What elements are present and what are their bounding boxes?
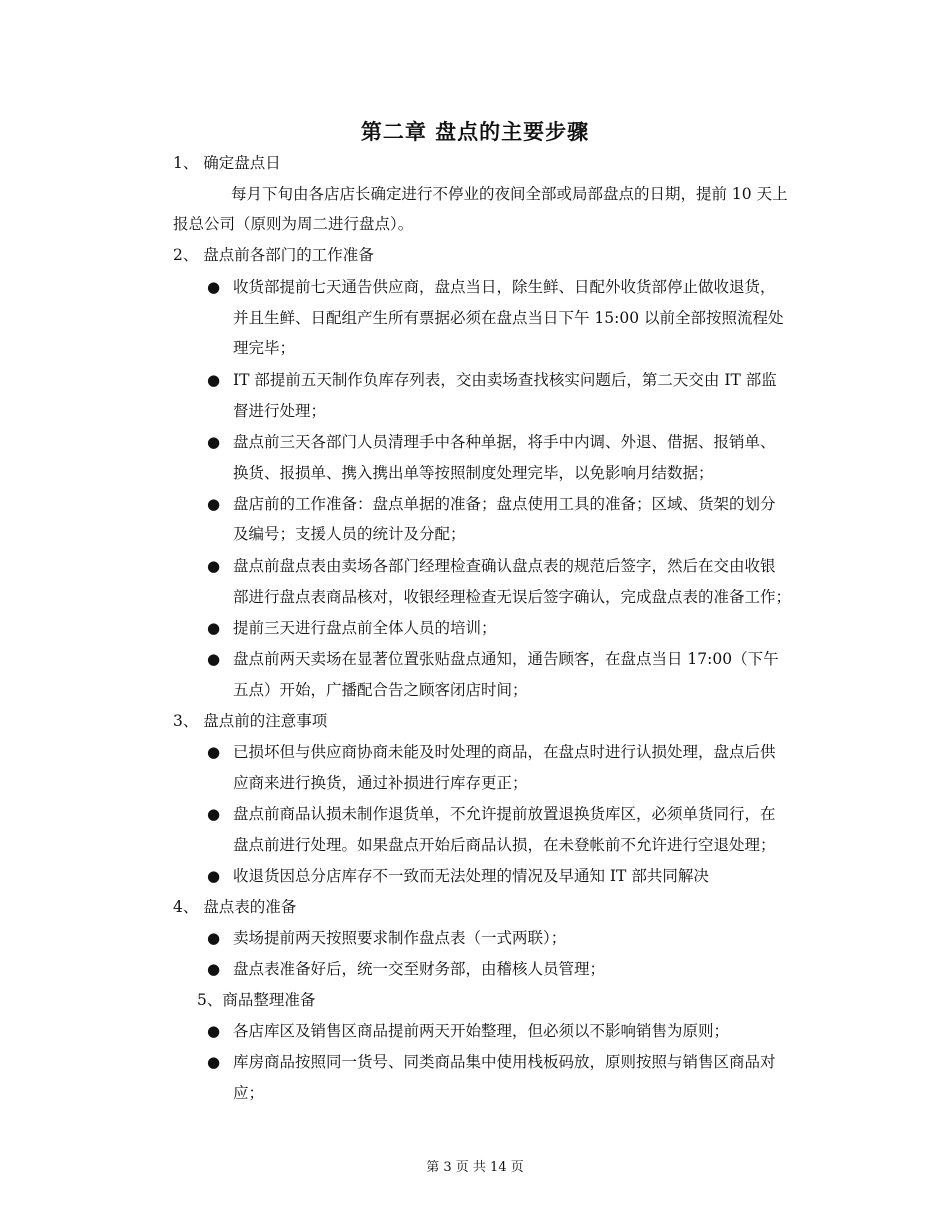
bullet-icon: ●: [207, 1022, 221, 1040]
list-item-line: 盘点表准备好后，统一交至财务部，由稽核人员管理；: [233, 960, 606, 978]
list-item-line: 换货、报损单、携入携出单等按照制度处理完毕，以免影响月结数据；: [233, 464, 714, 482]
bullet-icon: ●: [207, 929, 221, 947]
list-item-line: 盘点前三天各部门人员清理手中各种单据，将手中内调、外退、借据、报销单、: [233, 433, 776, 451]
list-item-line: 提前三天进行盘点前全体人员的培训；: [233, 619, 497, 637]
paragraph-line: 每月下旬由各店店长确定进行不停业的夜间全部或局部盘点的日期，提前 10 天上: [231, 185, 788, 203]
page-footer: 第 3 页 共 14 页: [426, 1160, 524, 1175]
section-heading-3: 3、 盘点前的注意事项: [173, 712, 328, 730]
bullet-icon: ●: [207, 960, 221, 978]
section-heading-4: 4、 盘点表的准备: [173, 898, 297, 916]
bullet-icon: ●: [207, 278, 221, 296]
list-item-line: 盘点前商品认损未制作退货单，不允许提前放置退换货库区，必须单货同行，在: [233, 805, 776, 823]
list-item-line: 督进行处理；: [233, 402, 327, 420]
bullet-icon: ●: [207, 371, 221, 389]
section-heading-2: 2、 盘点前各部门的工作准备: [173, 246, 374, 264]
bullet-icon: ●: [207, 557, 221, 575]
bullet-icon: ●: [207, 650, 221, 668]
list-item-line: 库房商品按照同一货号、同类商品集中使用栈板码放，原则按照与销售区商品对: [233, 1053, 776, 1071]
list-item-line: 部进行盘点表商品核对，收银经理检查无误后签字确认，完成盘点表的准备工作；: [233, 588, 792, 606]
list-item-line: 盘点前盘点表由卖场各部门经理检查确认盘点表的规范后签字，然后在交由收银: [233, 557, 776, 575]
list-item-line: 已损坏但与供应商协商未能及时处理的商品，在盘点时进行认损处理，盘点后供: [233, 743, 776, 761]
list-item-line: 五点）开始，广播配合告之顾客闭店时间；: [233, 681, 528, 699]
list-item-line: 各店库区及销售区商品提前两天开始整理，但必须以不影响销售为原则；: [233, 1022, 730, 1040]
list-item-line: 收货部提前七天通告供应商，盘点当日，除生鲜、日配外收货部停止做收退货，: [233, 278, 776, 296]
list-item-line: 应商来进行换货，通过补损进行库存更正；: [233, 774, 528, 792]
section-heading-5: 5、商品整理准备: [197, 991, 316, 1009]
list-item-line: 收退货因总分店库存不一致而无法处理的情况及早通知 IT 部共同解决: [233, 867, 709, 885]
bullet-icon: ●: [207, 433, 221, 451]
list-item-line: 卖场提前两天按照要求制作盘点表（一式两联）；: [233, 929, 567, 947]
section-heading-1: 1、 确定盘点日: [173, 154, 281, 172]
list-item-line: 盘店前的工作准备：盘点单据的准备；盘点使用工具的准备；区域、货架的划分: [233, 495, 776, 513]
paragraph-line: 报总公司（原则为周二进行盘点）。: [173, 215, 414, 233]
bullet-icon: ●: [207, 743, 221, 761]
chapter-title: 第二章 盘点的主要步骤: [360, 119, 590, 144]
list-item-line: 盘点前两天卖场在显著位置张贴盘点通知，通告顾客，在盘点当日 17:00（下午: [233, 650, 779, 668]
bullet-icon: ●: [207, 805, 221, 823]
bullet-icon: ●: [207, 619, 221, 637]
list-item-line: 理完毕；: [233, 339, 296, 357]
bullet-icon: ●: [207, 867, 221, 885]
list-item-line: 及编号；支援人员的统计及分配；: [233, 525, 466, 543]
list-item-line: 应；: [233, 1084, 265, 1102]
bullet-icon: ●: [207, 495, 221, 513]
list-item-line: 盘点前进行处理。如果盘点开始后商品认损，在未登帐前不允许进行空退处理；: [233, 836, 776, 854]
list-item-line: 并且生鲜、日配组产生所有票据必须在盘点当日下午 15:00 以前全部按照流程处: [233, 309, 784, 327]
bullet-icon: ●: [207, 1053, 221, 1071]
list-item-line: IT 部提前五天制作负库存列表，交由卖场查找核实问题后，第二天交由 IT 部监: [233, 371, 777, 389]
